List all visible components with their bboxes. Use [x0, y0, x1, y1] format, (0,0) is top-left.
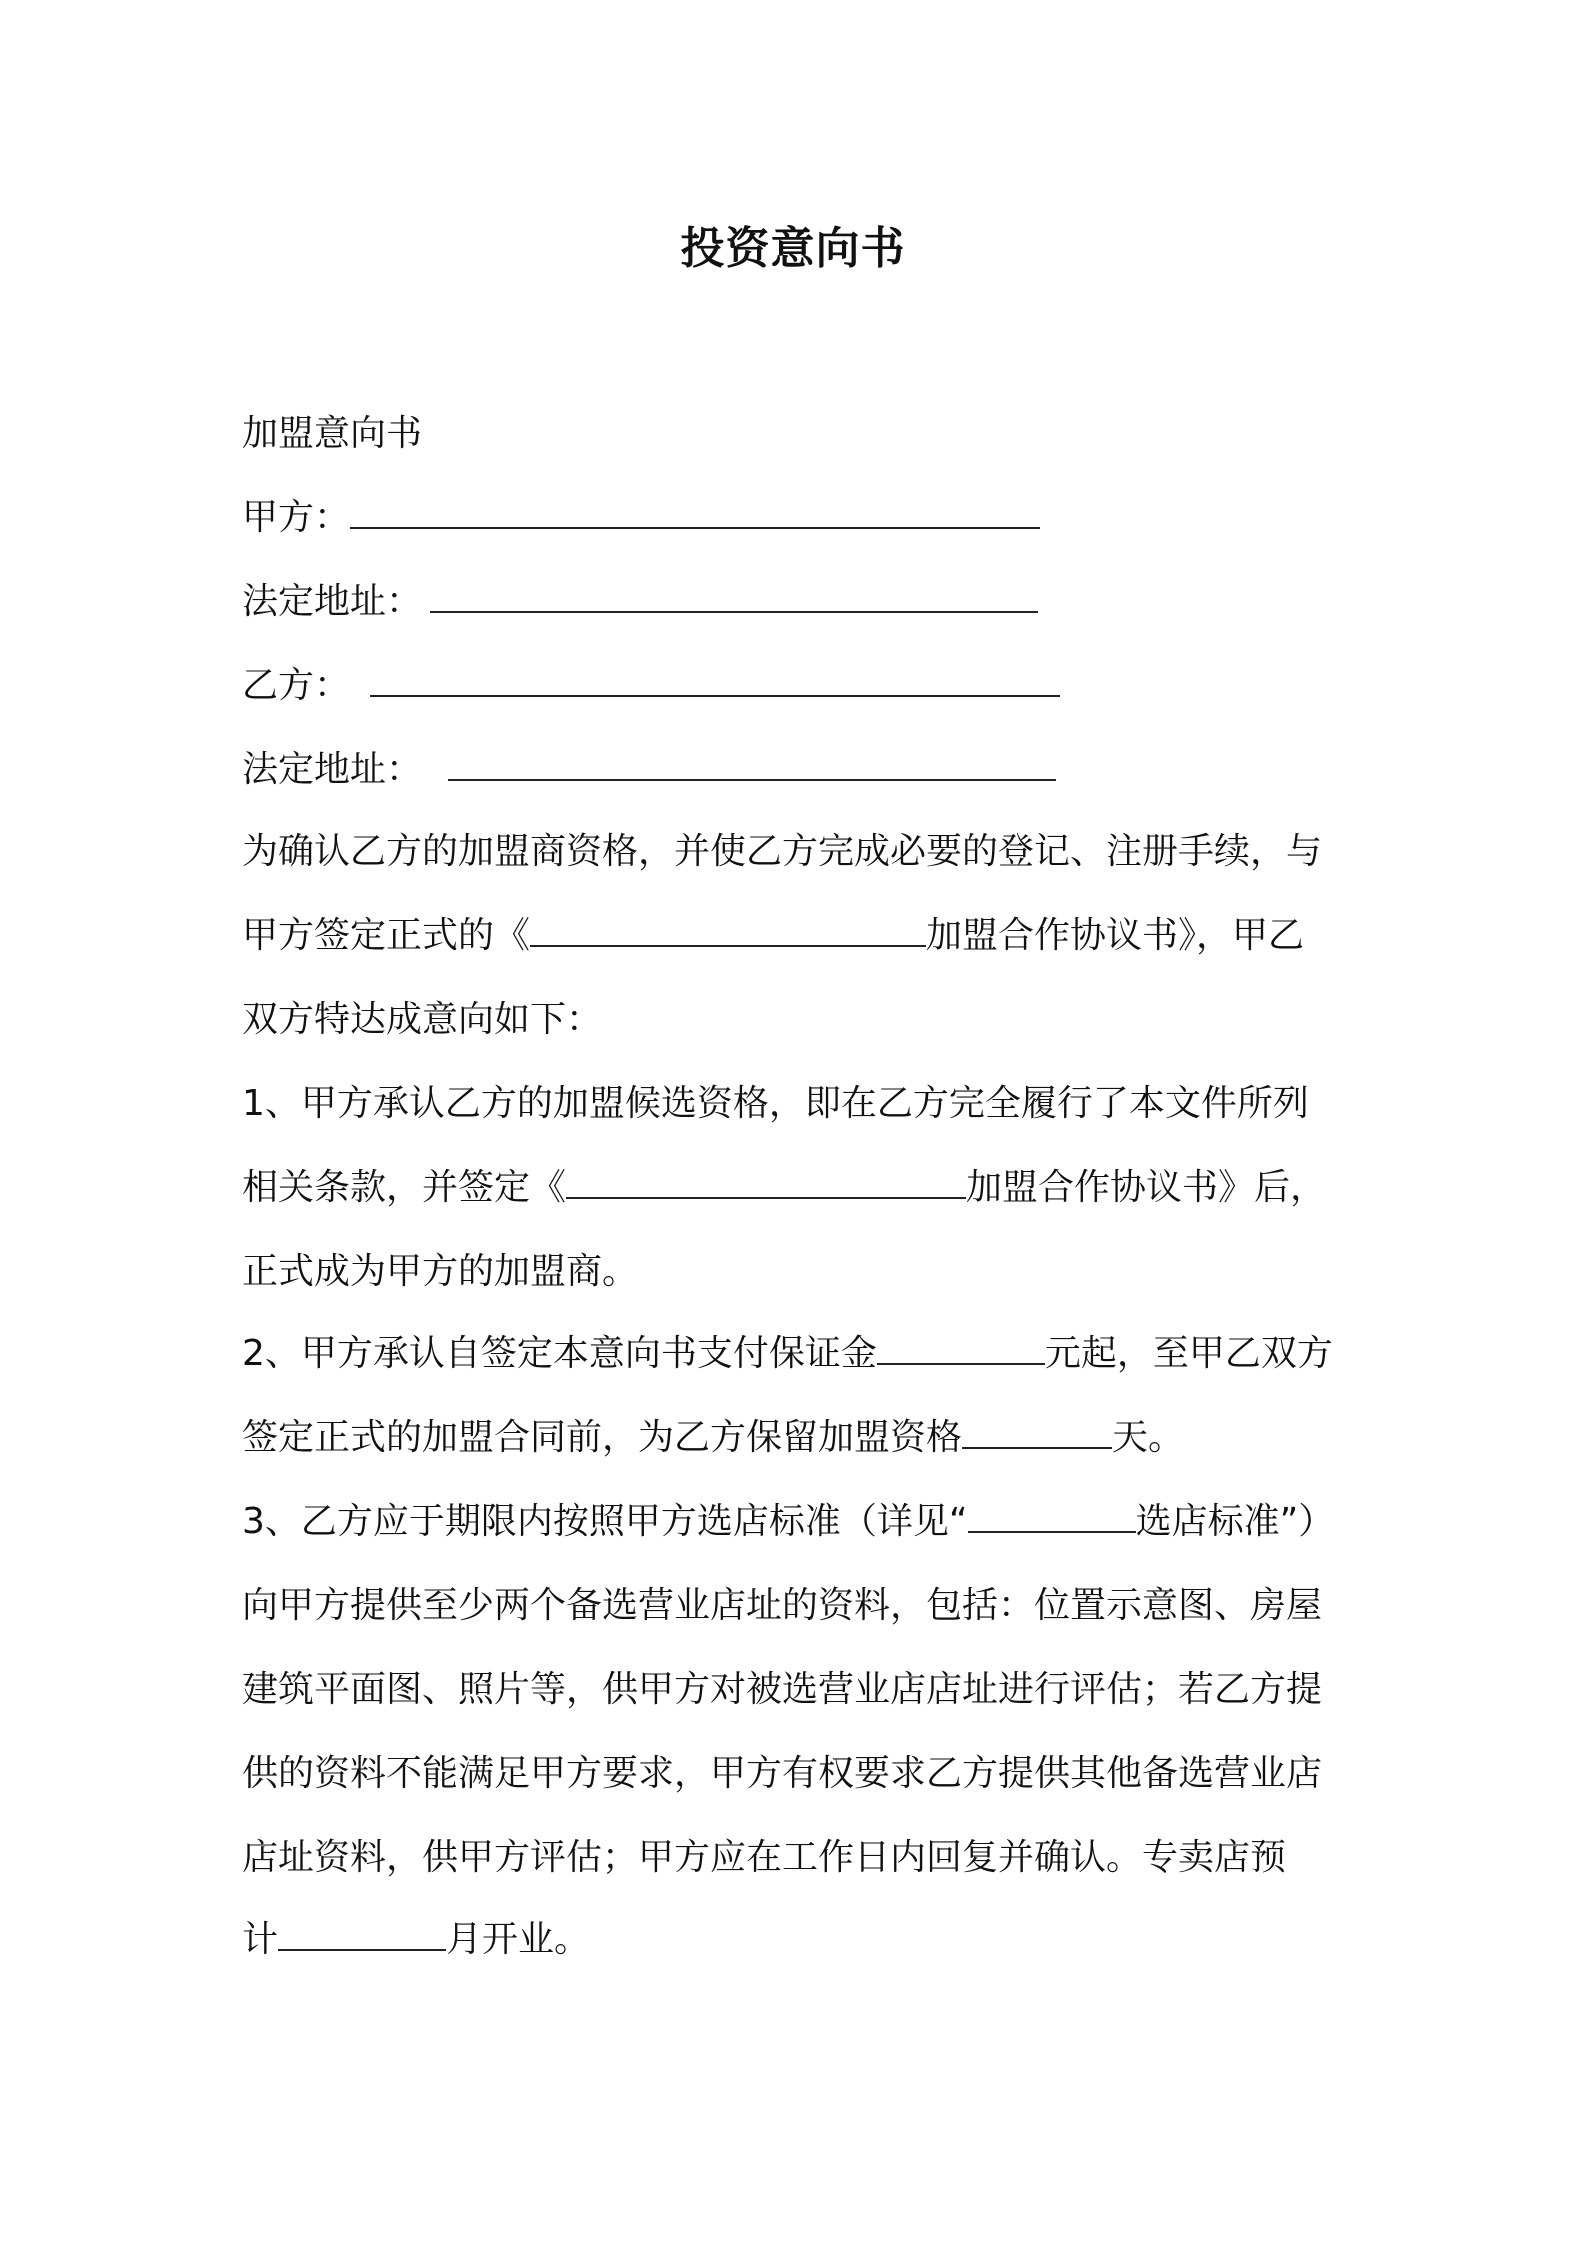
clause-3-line-1-post: 选店标准”） [1135, 1501, 1335, 1542]
agreement-name-blank[interactable] [530, 913, 926, 947]
party-b-row [242, 662, 1060, 710]
clause-3-line-3: 建筑平面图、照片等，供甲方对被选营业店店址进行评估；若乙方提 [242, 1669, 1323, 1710]
document-title: 投资意向书 [680, 223, 906, 274]
clause-1-agreement-blank[interactable] [566, 1165, 966, 1199]
clause-3-line-5: 店址资料，供甲方评估；甲方应在工作日内回复并确认。专卖店预 [242, 1837, 1287, 1878]
intro-line-3: 双方特达成意向如下： [242, 999, 603, 1040]
clause-2-line-2-post: 天。 [1112, 1417, 1185, 1458]
party-b-address-row [242, 746, 1056, 794]
party-a-label: 甲方： [242, 497, 351, 538]
clause-3-line-1-pre: 3、乙方应于期限内按照甲方选店标准（详见“ [242, 1501, 968, 1542]
party-a-address-blank[interactable] [430, 579, 1038, 613]
party-a-row [242, 494, 1040, 542]
party-b-label: 乙方： [242, 665, 351, 706]
party-a-blank[interactable] [350, 495, 1040, 529]
clause-3-line-6 [242, 1916, 590, 1964]
clause-2-line-2 [242, 1414, 1184, 1462]
clause-3-line-6-pre: 计 [242, 1919, 279, 1960]
deposit-amount-blank[interactable] [877, 1331, 1045, 1365]
clause-1-line-2 [242, 1164, 1326, 1212]
party-b-blank[interactable] [370, 663, 1060, 697]
party-a-address-row [242, 578, 1038, 626]
reserve-days-blank[interactable] [962, 1415, 1112, 1449]
clause-1-line-1: 1、甲方承认乙方的加盟候选资格，即在乙方完全履行了本文件所列 [242, 1083, 1309, 1124]
party-b-address-label: 法定地址： [242, 749, 423, 790]
clause-1-line-3: 正式成为甲方的加盟商。 [242, 1251, 639, 1292]
clause-2-line-1 [242, 1330, 1333, 1378]
intro-line-2-pre: 甲方签定正式的《 [242, 915, 531, 956]
store-standard-blank[interactable] [968, 1499, 1136, 1533]
party-b-address-blank[interactable] [448, 747, 1056, 781]
clause-1-line-2-post: 加盟合作协议书》后， [966, 1167, 1327, 1208]
intro-line-2 [242, 912, 1304, 960]
document-subtitle: 加盟意向书 [242, 413, 423, 454]
intro-line-2-post: 加盟合作协议书》，甲乙 [926, 915, 1305, 956]
clause-2-line-2-pre: 签定正式的加盟合同前，为乙方保留加盟资格 [242, 1417, 963, 1458]
clause-1-line-2-pre: 相关条款，并签定《 [242, 1167, 567, 1208]
clause-2-line-1-post: 元起，至甲乙双方 [1044, 1333, 1333, 1374]
clause-2-line-1-pre: 2、甲方承认自签定本意向书支付保证金 [242, 1333, 877, 1374]
clause-3-line-6-post: 月开业。 [446, 1919, 591, 1960]
clause-3-line-2: 向甲方提供至少两个备选营业店址的资料，包括：位置示意图、房屋 [242, 1585, 1323, 1626]
intro-line-1: 为确认乙方的加盟商资格，并使乙方完成必要的登记、注册手续，与 [242, 831, 1323, 872]
clause-3-line-4: 供的资料不能满足甲方要求，甲方有权要求乙方提供其他备选营业店 [242, 1753, 1323, 1794]
party-a-address-label: 法定地址： [242, 581, 423, 622]
opening-month-blank[interactable] [278, 1917, 446, 1951]
clause-3-line-1 [242, 1498, 1334, 1546]
